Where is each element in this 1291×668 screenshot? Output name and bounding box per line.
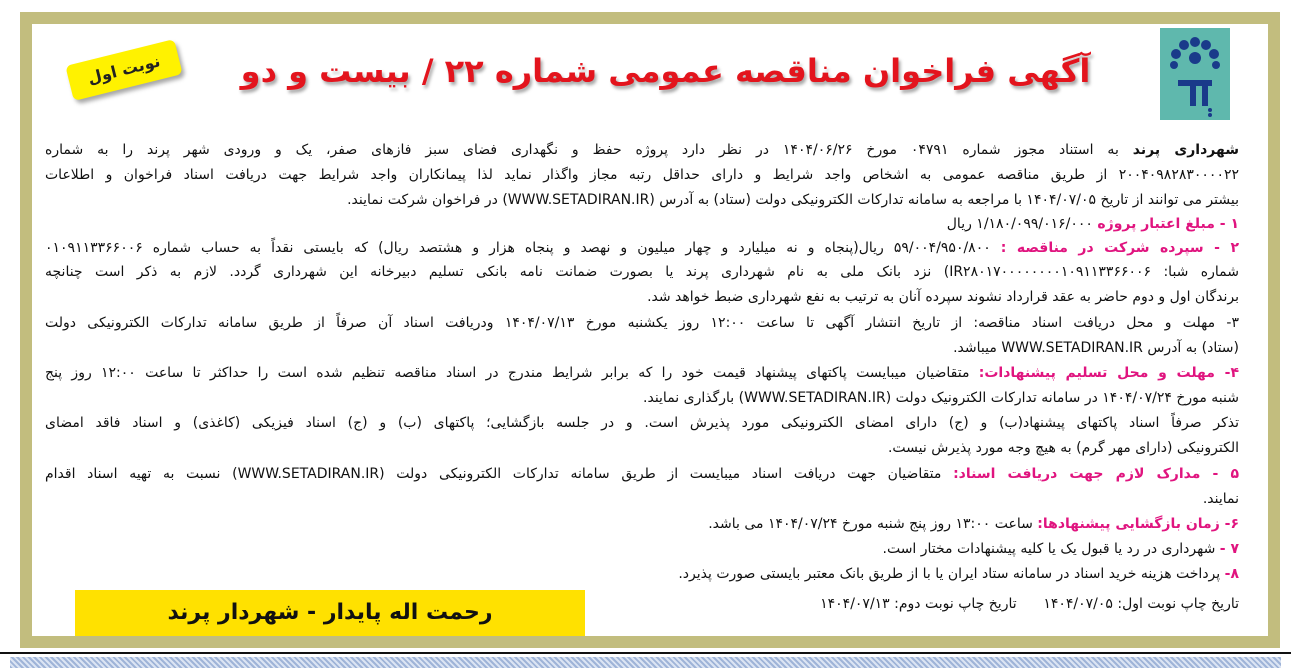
item-4-line: تذکر صرفاً اسناد پاکتهای پیشنهاد(ب) و (ج) دارای امضای الکترونیکی مورد پذیرش است. و در جلسه بازگشایی؛ پاکتهای (ب) و (ج) اسناد فیزیکی (کاغذی) و اسناد فاقد امضای — [45, 415, 1239, 431]
divider — [0, 652, 1291, 654]
item-8 — [45, 562, 1239, 586]
item-7 — [45, 537, 1239, 561]
item-3-line: (ستاد) به آدرس WWW.SETADIRAN.IR میباشد. — [953, 340, 1239, 356]
item-1 — [45, 212, 1239, 236]
item-label: ۱ - مبلغ اعتبار پروژه — [1097, 216, 1239, 232]
decorative-band — [10, 657, 1281, 668]
item-text: ساعت ۱۳:۰۰ روز پنج شنبه مورخ ۱۴۰۴/۰۷/۲۴ می باشد. — [708, 516, 1033, 532]
item-text: ۵۹/۰۰۴/۹۵۰/۸۰۰ ریال(پنجاه و نه میلیارد و چهار میلیون و نهصد و پنجاه هزار و هشتصد ریال) که بایستی نقداً به حساب شماره ۰۱۰۹۱۱۳۳۶۶۰۰۶ — [45, 240, 991, 256]
item-text: پرداخت هزینه خرید اسناد در سامانه ستاد ایران یا با از طریق بانک معتبر بایستی صورت پذیرد. — [678, 566, 1221, 582]
print-dates — [600, 592, 1239, 616]
item-label: ۴- مهلت و محل تسلیم پیشنهادات: — [978, 365, 1240, 381]
intro-line-3: بیشتر می توانند از تاریخ ۱۴۰۴/۰۷/۰۵ با مراجعه به سامانه تدارکات الکترونیکی دولت (ستاد) به آدرس (WWW.SETADIRAN.IR) در فراخوان شرکت نمایند. — [347, 192, 1239, 208]
page-title: آگهی فراخوان مناقصه عمومی شماره ۲۲ / بیست و دو — [240, 52, 1091, 90]
municipality-logo-icon — [1160, 28, 1230, 120]
item-label: ۷ - — [1219, 541, 1239, 557]
item-2 — [45, 236, 1239, 260]
item-5 — [45, 462, 1239, 486]
print-date-second: تاریخ چاپ نوبت دوم: ۱۴۰۴/۰۷/۱۳ — [820, 596, 1017, 612]
item-text: ۱/۱۸۰/۰۹۹/۰۱۶/۰۰۰ ریال — [946, 216, 1093, 232]
item-label: ۲ - سپرده شرکت در مناقصه : — [1000, 240, 1239, 256]
print-date-first: تاریخ چاپ نوبت اول: ۱۴۰۴/۰۷/۰۵ — [1043, 596, 1239, 612]
intro-line-1 — [45, 138, 1239, 162]
item-label: ۶- زمان بازگشایی پیشنهادها: — [1037, 516, 1239, 532]
item-4-line: الکترونیکی (دارای مهر گرم) به هیچ وجه مورد پذیرش نیست. — [887, 440, 1239, 456]
intro-text: به استناد مجوز شماره ۰۴۷۹۱ مورخ ۱۴۰۴/۰۶/۲۶ در نظر دارد پروژه حفظ و نگهداری فضای سبز فازهای صفر، یک و ورودی شهر پرند را به شماره — [45, 142, 1133, 158]
item-2-line: برندگان اول و دوم حاضر به عقد قرارداد نشوند سپرده آنان به ترتیب به نفع شهرداری ضبط خواهد شد. — [647, 289, 1239, 305]
intro-lead: شهرداری پرند — [1132, 142, 1240, 158]
item-label: ۵ - مدارک لازم جهت دریافت اسناد: — [953, 466, 1239, 482]
item-3: ۳- مهلت و محل دریافت اسناد مناقصه: از تاریخ انتشار آگهی تا ساعت ۱۲:۰۰ روز یکشنبه مورخ ۱۴۰۴/۰۷/۱۳ ودریافت اسناد آن صرفاً از طریق سامانه تدارکات الکترونیکی دولت — [45, 315, 1240, 331]
item-text: شهرداری در رد یا قبول یک یا کلیه پیشنهادات مختار است. — [882, 541, 1216, 557]
first-round-badge: نوبت اول — [65, 39, 182, 101]
item-5-line: نمایند. — [1202, 491, 1239, 507]
item-text: متقاضیان جهت دریافت اسناد میبایست از طریق سامانه تدارکات الکترونیکی دولت (WWW.SETADIRAN.IR) نسبت به تهیه اسناد اقدام — [45, 466, 942, 482]
item-6 — [45, 512, 1239, 536]
item-4 — [45, 361, 1239, 385]
item-text: متقاضیان میبایست پاکتهای پیشنهاد قیمت خود را که برابر شرایط مندرج در اسناد مناقصه تنظیم شده است را حداکثر تا ساعت ۱۲:۰۰ روز پنج — [45, 365, 970, 381]
intro-line-2: ۲۰۰۴۰۹۸۲۸۳۰۰۰۰۲۲ از طریق مناقصه عمومی به اشخاص واجد شرایط و دارای حداقل رتبه مجاز واگذار نماید لذا پیمانکاران واجد شرایط جهت دریافت اسناد فراخوان و اطلاعات — [45, 167, 1239, 183]
item-2-line: شماره شبا: IR۲۸۰۱۷۰۰۰۰۰۰۰۰۱۰۹۱۱۳۳۶۶۰۰۶) نزد بانک ملی به نام شهرداری پرند یا بصورت ضمانت نامه بانکی تسلیم دبیرخانه این شهرداری گردد. لازم به ذکر است چنانچه — [45, 264, 1239, 280]
item-label: ۸- — [1224, 566, 1239, 582]
item-4-line: شنبه مورخ ۱۴۰۴/۰۷/۲۴ در سامانه تدارکات الکترونیک دولت (WWW.SETADIRAN.IR) بارگذاری نمایند. — [643, 390, 1239, 406]
mayor-signature: رحمت اله پایدار - شهردار پرند — [75, 590, 585, 636]
